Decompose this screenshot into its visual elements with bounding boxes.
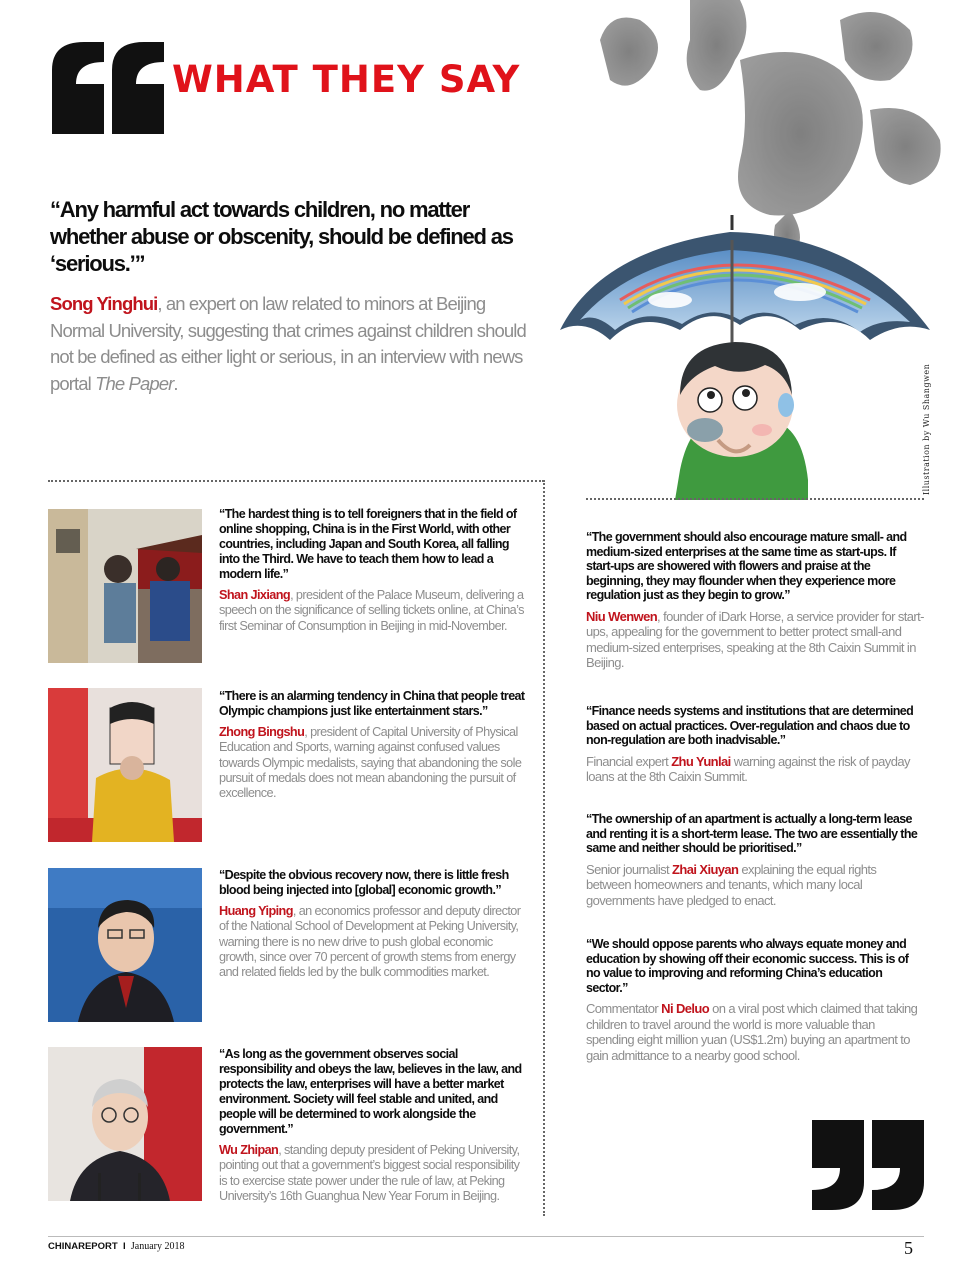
left-column-top-divider: [48, 480, 544, 482]
attribution: Commentator Ni Deluo on a viral post which claimed that taking children to travel around the world is more valuable than spending eight million yuan (US$1.2m) buying an apartment to gain admittance to a nearby good school.: [586, 1001, 918, 1063]
issue-date: January 2018: [130, 1241, 185, 1252]
publication-name: The Paper: [95, 372, 174, 394]
footer-rule: [48, 1236, 924, 1237]
speaker-name: Zhu Yunlai: [671, 753, 731, 769]
photo-shan-jixiang: [48, 509, 202, 663]
page-number: 5: [904, 1238, 913, 1258]
attribution: Financial expert Zhu Yunlai warning against the risk of payday loans at the 8th Caixin Summit.: [586, 753, 910, 785]
speaker-name: Ni Deluo: [661, 1001, 710, 1017]
attribution: Wu Zhipan, standing deputy president of Peking University, pointing out that a government’s biggest social responsibility is to exercise state power under the rule of law, at Peking University’s 16th Guanghua New Year Forum in Beijing.: [219, 1143, 520, 1203]
speaker-name: Huang Yiping: [219, 904, 293, 918]
footer-separator: I: [122, 1241, 126, 1252]
speaker-name: Song Yinghui: [50, 293, 158, 314]
close-quote-mark-icon: [808, 1118, 928, 1213]
speaker-name: Zhai Xiuyan: [672, 861, 739, 877]
open-quote-mark-icon: [48, 40, 168, 135]
quote-entry-3: [219, 868, 525, 980]
shadow-hand-icon: [600, 0, 941, 260]
page-title: WHAT THEY SAY: [172, 58, 521, 101]
photo-huang-yiping: [48, 868, 202, 1022]
attribution: Zhong Bingshu, president of Capital University of Physical Education and Sports, warning against confused values towards Olympic medalists, saying that abandoning the sole pursuit of medals does not mean abandoning the pursuit of excellence.: [219, 725, 522, 801]
attribution-text: , an expert on law related to minors at Beijing Normal University, suggesting that crimes against children should not be defined as either light or serious, in an interview with news portal: [50, 293, 526, 394]
quote-text: “There is an alarming tendency in China that people treat Olympic champions just like entertainment stars.”: [219, 689, 525, 718]
speaker-name: Shan Jixiang: [219, 588, 291, 602]
quote-text: “The government should also encourage mature small- and medium-sized enterprises at the same time as start-ups. If start-ups are showered with flowers and praise at the beginning, they may flounder when they experience more regulation just as they begin to grow.”: [586, 530, 907, 603]
attribution: Huang Yiping, an economics professor and deputy director of the National School of Development at Peking University, warning there is no new drive to push global economic growth, since over 70 percent of growth stems from energy and related fields led by the bulk commodities market.: [219, 904, 521, 980]
quote-entry-5: [586, 530, 924, 671]
right-column-top-divider: [586, 498, 924, 500]
photo-zhong-bingshu: [48, 688, 202, 842]
speaker-name: Wu Zhipan: [219, 1143, 279, 1157]
attribution: Niu Wenwen, founder of iDark Horse, a service provider for start-ups, appealing for the government to better protect small-and medium-sized enterprises, speaking at the 8th Caixin Summit in Beijing.: [586, 608, 924, 671]
quote-text: “We should oppose parents who always equate money and education by showing off their economic success. This is of no value to improving and reforming China’s education sector.”: [586, 937, 909, 995]
attribution: Shan Jixiang, president of the Palace Museum, delivering a speech on the significance of selling tickets online, at China’s first Seminar of Consumption in Beijing in mid-November.: [219, 588, 524, 633]
lead-attribution: [50, 291, 530, 397]
footer-brand: [48, 1241, 184, 1252]
attribution: Senior journalist Zhai Xiuyan explaining the equal rights between homeowners and tenants, which many local governments have pledged to enact.: [586, 861, 877, 908]
photo-wu-zhipan: [48, 1047, 202, 1201]
column-divider: [543, 480, 545, 1216]
magazine-name: CHINAREPORT: [48, 1241, 118, 1252]
quote-entry-7: [586, 812, 924, 908]
quote-text: “As long as the government observes social responsibility and obeys the law, believes in the law, and protects the law, enterprises will have a better market environment. Society will feel stable and united, and people will be determined to work alongside the government.”: [219, 1047, 522, 1136]
quote-entry-2: [219, 689, 525, 801]
illustration-credit: Illustration by Wu Shangwen: [922, 363, 931, 495]
quote-text: “Despite the obvious recovery now, there is little fresh blood being injected into [global] economic growth.”: [219, 868, 509, 897]
speaker-name: Niu Wenwen: [586, 608, 658, 624]
quote-text: “The hardest thing is to tell foreigners that in the field of online shopping, China is in the First World, with other countries, including Japan and South Korea, all falling into the Third. We have to teach them how to lead a modern life.”: [219, 507, 517, 581]
quote-entry-8: [586, 937, 924, 1063]
quote-entry-6: [586, 704, 924, 785]
attribution-end: .: [173, 372, 178, 394]
lead-quote: “Any harmful act towards children, no matter whether abuse or obscenity, should be defined as ‘serious.’”: [50, 197, 513, 276]
quote-text: “Finance needs systems and institutions that are determined based on actual practices. Over-regulation and chaos due to non-regulation are both inadvisable.”: [586, 704, 914, 748]
speaker-name: Zhong Bingshu: [219, 725, 305, 739]
quote-entry-4: [219, 1047, 525, 1204]
quote-entry-1: [219, 507, 525, 634]
quote-text: “The ownership of an apartment is actually a long-term lease and renting it is a short-term lease. The two are essentially the same and neither should be prioritised.”: [586, 812, 918, 856]
